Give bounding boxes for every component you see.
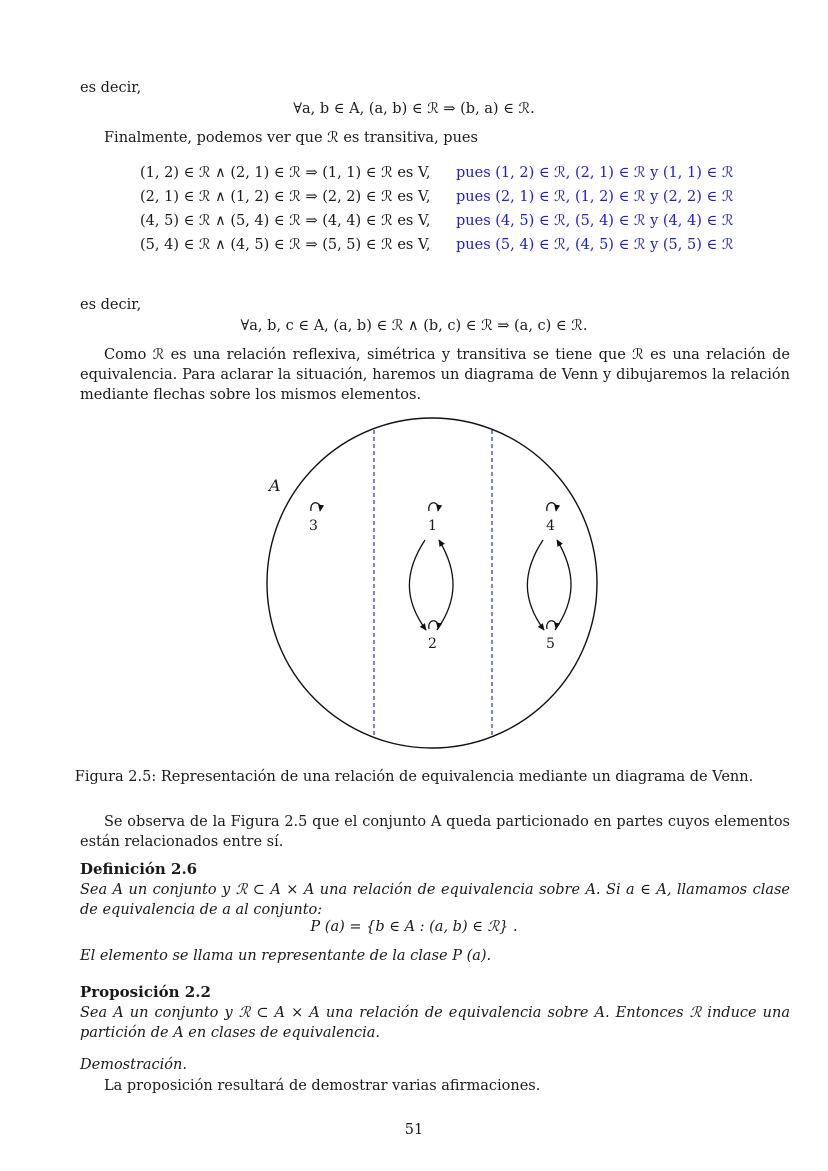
element-label: 5 xyxy=(546,636,555,652)
definition-formula: P (a) = {b ∈ A : (a, b) ∈ ℛ} . xyxy=(310,919,518,935)
arrow-1-to-2 xyxy=(409,540,426,630)
transitive-note: pues (4, 5) ∈ ℛ, (5, 4) ∈ ℛ y (4, 4) ∈ ℛ xyxy=(456,213,734,229)
transitive-intro: Finalmente, podemos ver que ℛ es transitiva, pues xyxy=(104,130,478,146)
page-number: 51 xyxy=(404,1122,424,1138)
definition-body: Sea A un conjunto y ℛ ⊂ A × A una relación de equivalencia sobre A. Si a ∈ A, llamamos clase de equivalencia de a al conjunto: xyxy=(80,882,790,918)
self-loop-4 xyxy=(547,503,556,511)
transitive-row xyxy=(140,213,734,229)
venn-diagram xyxy=(250,410,620,760)
transitive-note: pues (2, 1) ∈ ℛ, (1, 2) ∈ ℛ y (2, 2) ∈ ℛ xyxy=(456,189,734,205)
set-label: A xyxy=(269,476,281,495)
observation-paragraph: Se observa de la Figura 2.5 que el conjunto A queda particionado en partes cuyos elementos están relacionados entre sí. xyxy=(80,814,790,850)
transitive-expr: (1, 2) ∈ ℛ ∧ (2, 1) ∈ ℛ ⇒ (1, 1) ∈ ℛ es V, xyxy=(140,165,431,181)
definition-title: Definición 2.6 xyxy=(80,860,198,878)
transitive-expr: (5, 4) ∈ ℛ ∧ (4, 5) ∈ ℛ ⇒ (5, 5) ∈ ℛ es V, xyxy=(140,237,431,253)
transitive-note: pues (1, 2) ∈ ℛ, (2, 1) ∈ ℛ y (1, 1) ∈ ℛ xyxy=(456,165,734,181)
set-boundary-circle xyxy=(267,418,597,748)
proposition-body: Sea A un conjunto y ℛ ⊂ A × A una relación de equivalencia sobre A. Entonces ℛ induce una partición de A en clases de equivalencia. xyxy=(80,1005,790,1041)
transitive-row xyxy=(140,165,734,181)
element-label: 4 xyxy=(546,518,555,534)
element-label: 1 xyxy=(428,518,437,534)
element-label: 2 xyxy=(428,636,437,652)
self-loop-1 xyxy=(429,503,438,511)
transitive-expr: (4, 5) ∈ ℛ ∧ (5, 4) ∈ ℛ ⇒ (4, 4) ∈ ℛ es V, xyxy=(140,213,431,229)
self-loop-2 xyxy=(429,621,438,629)
element-label: 3 xyxy=(309,518,318,534)
symmetric-formula: ∀a, b ∈ A, (a, b) ∈ ℛ ⇒ (b, a) ∈ ℛ. xyxy=(293,101,535,117)
arrow-2-to-1 xyxy=(437,540,453,630)
es-decir-label-2: es decir, xyxy=(80,297,142,313)
transitive-expr: (2, 1) ∈ ℛ ∧ (1, 2) ∈ ℛ ⇒ (2, 2) ∈ ℛ es V, xyxy=(140,189,431,205)
transitive-formula: ∀a, b, c ∈ A, (a, b) ∈ ℛ ∧ (b, c) ∈ ℛ ⇒ (a, c) ∈ ℛ. xyxy=(240,318,588,334)
figure-caption: Figura 2.5: Representación de una relación de equivalencia mediante un diagrama de Venn. xyxy=(74,769,754,785)
proposition-title: Proposición 2.2 xyxy=(80,983,211,1001)
definition-closing: El elemento se llama un representante de la clase P (a). xyxy=(80,948,492,964)
self-loop-3 xyxy=(311,503,320,511)
arrow-5-to-4 xyxy=(555,540,571,630)
proof-label: Demostración. xyxy=(80,1057,187,1073)
transitive-row xyxy=(140,237,734,253)
self-loop-5 xyxy=(547,621,556,629)
arrow-4-to-5 xyxy=(527,540,544,630)
es-decir-label-1: es decir, xyxy=(80,80,142,96)
transitive-row xyxy=(140,189,734,205)
proof-text: La proposición resultará de demostrar varias afirmaciones. xyxy=(104,1078,541,1094)
transitive-note: pues (5, 4) ∈ ℛ, (4, 5) ∈ ℛ y (5, 5) ∈ ℛ xyxy=(456,237,734,253)
equivalence-paragraph: Como ℛ es una relación reflexiva, simétrica y transitiva se tiene que ℛ es una relación de equivalencia. Para aclarar la situación, haremos un diagrama de Venn y dibujaremos la relación mediante flechas sobre los mismos elementos. xyxy=(80,347,790,403)
